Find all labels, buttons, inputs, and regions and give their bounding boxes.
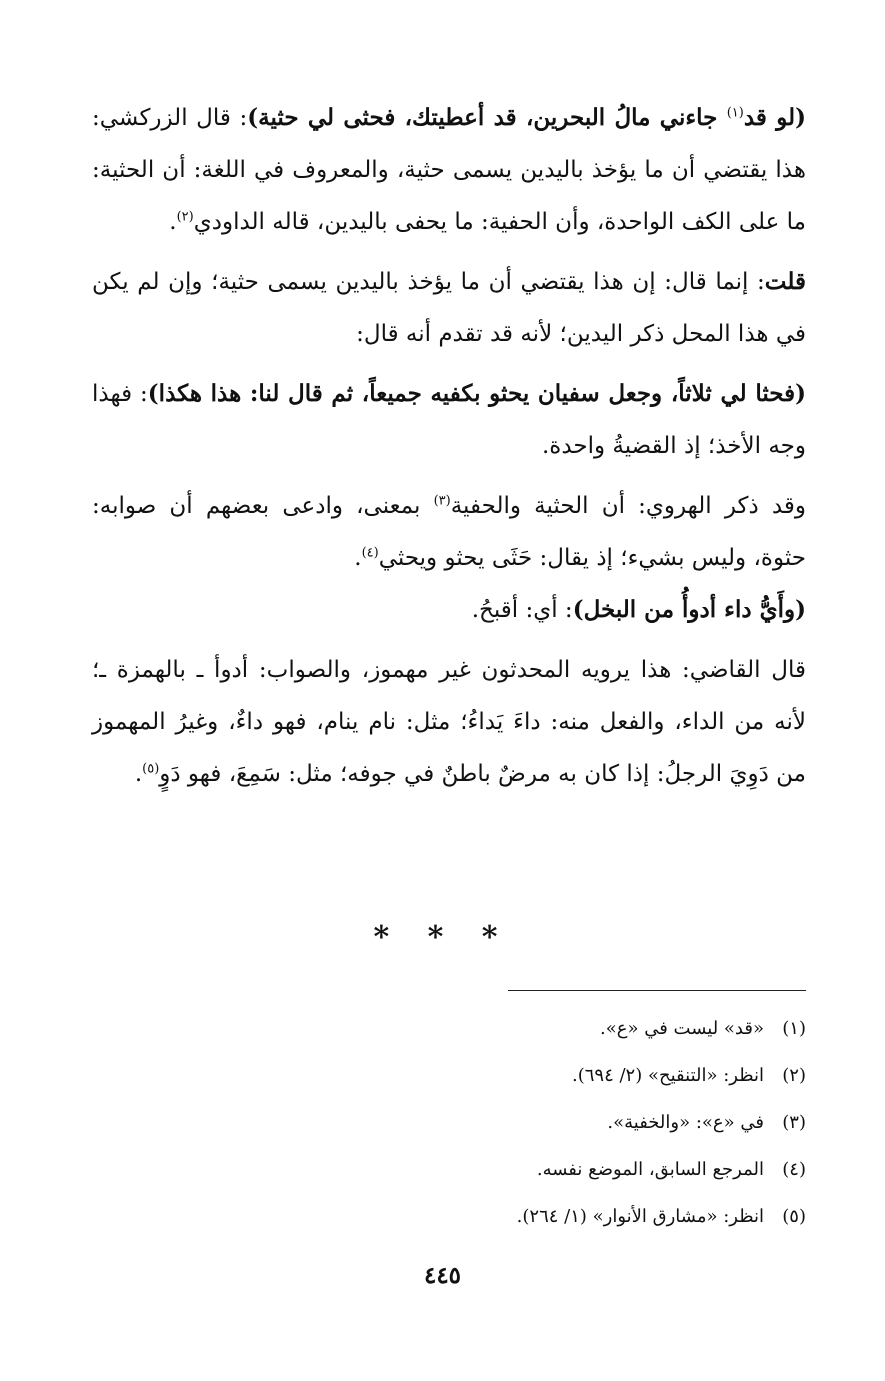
commentary-text: : قال الزركشي: هذا يقتضي أن ما يؤخذ باليدين يسمى حثية، والمعروف في اللغة: أن الحثية: ما على الكف الواحدة، وأن الحفية: ما يحفى باليدين، قاله الداودي — [92, 105, 806, 235]
commentary-text: : إنما قال: إن هذا يقتضي أن ما يؤخذ باليدين يسمى حثية؛ وإن لم يكن في هذا المحل ذكر اليدين؛ لأنه قد تقدم أنه قال: — [92, 269, 806, 347]
lead-word: قلت — [764, 268, 806, 295]
footnote-text: المرجع السابق، الموضع نفسه. — [536, 1159, 764, 1180]
commentary-text: وقد ذكر الهروي: أن الحثية والحفية — [450, 493, 807, 519]
quoted-hadith: (لو قد — [743, 104, 806, 131]
commentary-text: : أي: أقبحُ. — [471, 597, 573, 623]
section-separator: * * * — [373, 920, 512, 955]
footnote-text: انظر: «التنقيح» (٢/ ٦٩٤). — [571, 1065, 764, 1086]
footnote-item — [300, 1099, 806, 1146]
footnote-ref: (١) — [726, 105, 744, 121]
footnote-divider — [508, 990, 806, 991]
paragraph — [92, 644, 806, 800]
footnote-number: (٤) — [782, 1159, 806, 1180]
punctuation: . — [354, 545, 362, 571]
commentary-text: بمعنى، وادعى بعضهم أن صوابه: حثوة، وليس بشيء؛ إذ يقال: حَثَى يحثو ويحثي — [92, 493, 806, 571]
footnote-ref: (٣) — [433, 493, 451, 509]
footnote-ref: (٤) — [361, 545, 379, 561]
footnote-item — [300, 1146, 806, 1193]
footnote-item — [300, 1005, 806, 1052]
commentary-text: : فهذا وجه الأخذ؛ إذ القضيةُ واحدة. — [92, 381, 806, 459]
quoted-hadith: جاءني مالُ البحرين، قد أعطيتك، فحثى لي حثية) — [247, 104, 727, 131]
paragraph — [92, 368, 806, 472]
paragraph — [92, 480, 806, 584]
commentary-text: قال القاضي: هذا يرويه المحدثون غير مهموز، والصواب: أدوأ ـ بالهمزة ـ؛ لأنه من الداء، والفعل منه: داءَ يَداءُ؛ مثل: نام ينام، فهو داءٌ، وغيرُ المهموز من دَوِيَ الرجلُ: إذا كان به مرضٌ باطنٌ في جوفه؛ مثل: سَمِعَ، فهو دَوٍ — [92, 657, 806, 787]
main-text — [92, 92, 806, 800]
punctuation: . — [134, 761, 143, 787]
footnote-number: (١) — [782, 1018, 806, 1039]
footnote-ref: (٥) — [142, 761, 160, 777]
paragraph — [92, 256, 806, 360]
footnotes — [300, 1005, 806, 1240]
punctuation: . — [169, 209, 177, 235]
footnote-number: (٣) — [782, 1112, 806, 1133]
footnote-text: «قد» ليست في «ع». — [600, 1018, 764, 1039]
footnote-number: (٢) — [782, 1065, 806, 1086]
footnote-text: في «ع»: «والخفية». — [607, 1112, 764, 1133]
footnote-number: (٥) — [782, 1206, 806, 1227]
quoted-hadith: (وأَيُّ داء أدوأُ من البخل) — [572, 596, 806, 623]
footnote-item — [300, 1052, 806, 1099]
page-number: ٤٤٥ — [423, 1262, 462, 1289]
footnote-text: انظر: «مشارق الأنوار» (١/ ٢٦٤). — [516, 1206, 764, 1227]
paragraph — [92, 584, 806, 636]
paragraph — [92, 92, 806, 248]
footnote-item — [300, 1193, 806, 1240]
quoted-hadith: (فحثا لي ثلاثاً، وجعل سفيان يحثو بكفيه جميعاً، ثم قال لنا: هذا هكذا) — [147, 380, 806, 407]
footnote-ref: (٢) — [176, 209, 194, 225]
